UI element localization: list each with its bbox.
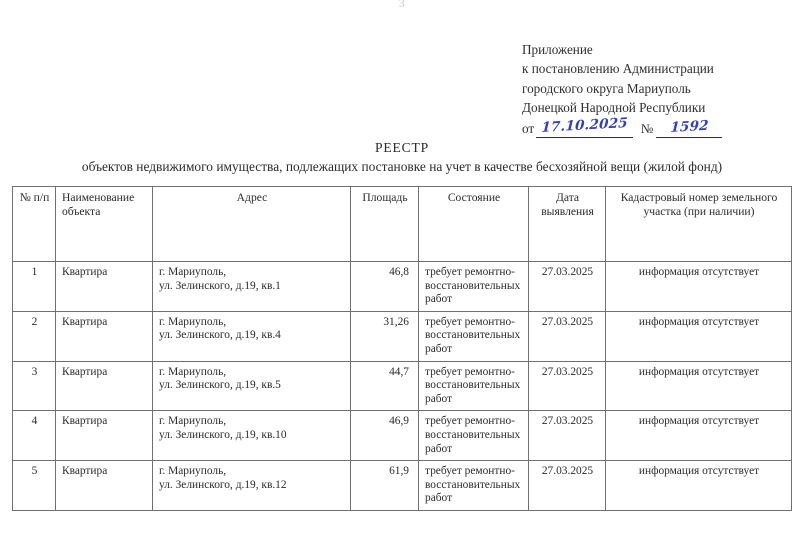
address-line-city: г. Мариуполь, [159,315,227,328]
cell-object-name: Квартира [56,311,153,361]
cell-cadastral-number: информация отсутствует [606,262,792,312]
cell-state: требует ремонтно-восстановительных работ [419,311,529,361]
cell-address [153,411,351,461]
page-number: 3 [398,0,406,10]
table-row [13,461,792,511]
cell-address [153,361,351,411]
document-date-label: от [522,120,535,136]
address-line-city: г. Мариуполь, [159,365,227,378]
cell-detection-date: 27.03.2025 [529,411,606,461]
column-header-cadastral-number: Кадастровый номер земельного участка (при наличии) [606,187,792,262]
document-date-handwritten: 17.10.2025 [541,115,629,136]
cell-cadastral-number: информация отсутствует [606,461,792,511]
approval-block [522,40,792,138]
document-title: РЕЕСТР [375,140,429,155]
document-number-label: № [640,120,654,136]
cell-area: 31,26 [351,311,419,361]
cell-state: требует ремонтно-восстановительных работ [419,411,529,461]
address-line-street: ул. Зелинского, д.19, кв.5 [159,379,281,392]
cell-state: требует ремонтно-восстановительных работ [419,262,529,312]
column-header-area: Площадь [351,187,419,262]
address-line-street: ул. Зелинского, д.19, кв.1 [159,279,281,292]
table-row [13,311,792,361]
address-line-street: ул. Зелинского, д.19, кв.10 [159,428,287,441]
column-header-address: Адрес [153,187,351,262]
cell-number: 1 [13,262,56,312]
column-header-state: Состояние [419,187,529,262]
cell-address [153,311,351,361]
address-line-street: ул. Зелинского, д.19, кв.12 [159,478,287,491]
table-row [13,411,792,461]
address-line-city: г. Мариуполь, [159,266,227,278]
document-date-field [536,115,633,138]
column-header-object-name: Наименование объекта [56,187,153,262]
cell-detection-date: 27.03.2025 [529,461,606,511]
cell-detection-date: 27.03.2025 [529,361,606,411]
column-header-detection-date: Дата выявления [529,187,606,262]
registry-table [12,186,792,511]
cell-address [153,461,351,511]
address-line-city: г. Мариуполь, [159,465,227,478]
address-line-street: ул. Зелинского, д.19, кв.4 [159,329,281,342]
cell-area: 61,9 [351,461,419,511]
cell-number: 4 [13,411,56,461]
cell-area: 46,9 [351,411,419,461]
cell-cadastral-number: информация отсутствует [606,311,792,361]
cell-detection-date: 27.03.2025 [529,262,606,312]
approval-line-4: Донецкой Народной Республики [522,100,706,116]
table-body [13,262,792,511]
cell-state: требует ремонтно-восстановительных работ [419,361,529,411]
cell-detection-date: 27.03.2025 [529,311,606,361]
column-header-number: № п/п [13,187,56,262]
cell-number: 3 [13,361,56,411]
cell-number: 2 [13,311,56,361]
address-line-city: г. Мариуполь, [159,415,227,428]
cell-address [153,262,351,312]
document-number-field [656,117,722,138]
cell-object-name: Квартира [56,411,153,461]
cell-cadastral-number: информация отсутствует [606,411,792,461]
cell-number: 5 [13,461,56,511]
cell-object-name: Квартира [56,361,153,411]
cell-cadastral-number: информация отсутствует [606,361,792,411]
cell-area: 46,8 [351,262,419,312]
cell-area: 44,7 [351,361,419,411]
cell-object-name: Квартира [56,262,153,312]
document-subtitle: объектов недвижимого имущества, подлежащих постановке на учет в качестве бесхозяйной вещи (жилой фонд) [81,159,723,174]
table-header-row [13,187,792,262]
approval-line-3: городского округа Мариуполь [522,80,691,96]
document-reference-line [522,115,792,138]
table-header [13,187,792,262]
approval-line-2: к постановлению Администрации [522,61,714,77]
approval-line-1: Приложение [522,42,593,57]
table-row [13,262,792,312]
cell-object-name: Квартира [56,461,153,511]
table-row [13,361,792,411]
document-number-handwritten: 1592 [670,117,710,136]
cell-state: требует ремонтно-восстановительных работ [419,461,529,511]
